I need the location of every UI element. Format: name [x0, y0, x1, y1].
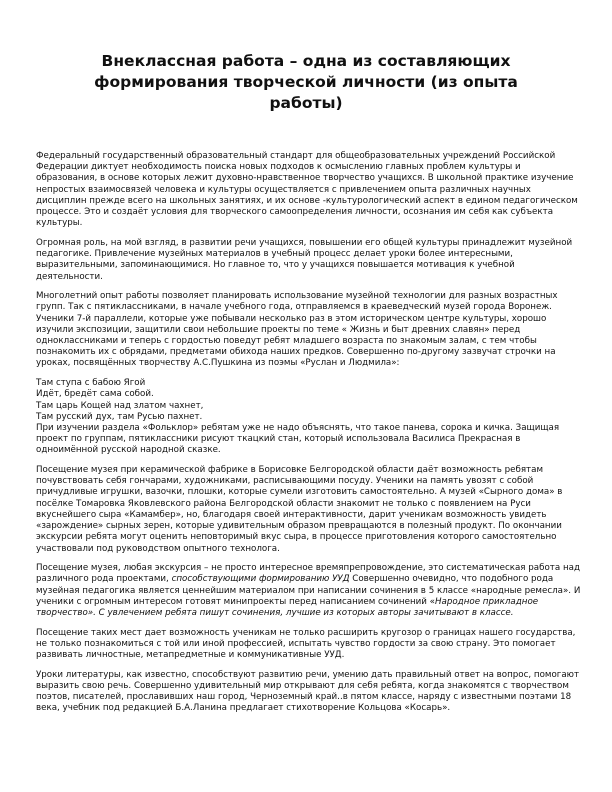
title-line: Внеклассная работа – одна из составляющих [101, 52, 511, 70]
paragraph-museum-pedagogy: Огромная роль, на мой взгляд, в развитии речи учащихся, повышении его общей культуры принадлежит музейной педагогике. Привлечение музейных материалов в учебный процесс делает уроки более интересными, выразительными, запоминающимися. Но главное то, что у учащихся повышается мотивация к учебной деятельности. [36, 237, 573, 282]
paragraph-ceramic-museum: Посещение музея при керамической фабрике в Борисовке Белгородской области даёт возможность ребятам почувствовать себя гончарами, художниками, расписывающими посуду. Ученики на память увозят с собой причудливые игрушки, вазочки, плошки, которые сумели изготовить самостоятельно. А музей «Сырного дома» в посёлке Томаровка Яковлевского района Белгородской области знакомит не только с появлением на Руси вкуснейшего сыра «Камамбер», но, благодаря своей интерактивности, дарит ученикам возможность увидеть «зарождение» сырных зерен, которые удивительным образом превращаются в полезный продукт. По окончании экскурсии ребята могут оценить неповторимый вкус сыра, в процессе приготовления которого самостоятельно участвовали под руководством опытного технолога. [36, 465, 563, 554]
paragraph-literature: Уроки литературы, как известно, способствуют развитию речи, умению дать правильный ответ на вопрос, помогают выразить свою речь. Совершенно удивительный мир открывают для себя ребята, когда знакомятся с творчеством поэтов, писателей, прославивших наш город, Черноземный край..в пятом классе, наряду с известными поэтами 18 века, учебник под редакцией Б.А.Ланина предлагает стихотворение Кольцова «Косарь». [36, 669, 580, 714]
excursion-italic: Народное прикладное творчество». С увлечением ребята пишут сочинения, лучшие из которых авторы зачитывают в классе. [36, 596, 539, 619]
excursion-text: Совершенно очевидно, что подобного рода музейная педагогика является ценнейшим материалом при написании сочинения в 5 классе «народные ремесла». И ученики с огромным интересом готовят минипроекты перед написанием сочинений « [36, 574, 581, 607]
poem-line: Идёт, бредёт сама собой. [36, 389, 154, 400]
title-line: работы) [269, 94, 343, 112]
paragraph-folklore: При изучении раздела «Фольклор» ребятам уже не надо объяснять, что такое панева, сорока и кичка. Защищая проект по группам, пятиклассники рисуют ткацкий стан, который использовала Василиса Прекрасная в одноимённой русской народной сказке. [36, 422, 560, 456]
excursion-text: Посещение музея, любая экскурсия – не просто интересное времяпрепровождение, это систематическая работа над различного рода проектами, [36, 563, 580, 585]
poem-line: Там русский дух, там Русью пахнет. [36, 411, 203, 422]
title-line: формирования творческой личности (из опыта [94, 73, 518, 91]
document-body [36, 151, 581, 723]
paragraph-fgos: Федеральный государственный образовательный стандарт для общеобразовательных учреждений Российской Федерации диктует необходимость поиска новых подходов к осмыслению главных проблем культуры и образования, в основе которых лежит духовно-нравственное творчество учащихся. В школьной практике изучение непростых взаимосвязей человека и культуры осуществляется с привлечением опыта различных научных дисциплин прежде всего на школьных занятиях, и их основе -культурологический аспект в едином педагогическом процессе. Это и создаёт условия для творческого самоопределения личности, осознания им себя как субъекта культуры. [36, 151, 578, 229]
poem-line: Там царь Кощей над златом чахнет, [36, 400, 204, 411]
poem-quote [36, 378, 581, 423]
poem-line: Там ступа с бабою Ягой [36, 378, 146, 389]
paragraph-horizons: Посещение таких мест дает возможность ученикам не только расширить кругозор о границах нашего государства, не только познакомиться с той или иной профессией, испытать чувство гордости за свою страну. Это помогает развивать личностные, метапредметные и коммуникативные УУД. [36, 627, 576, 661]
paragraph-excursion [36, 563, 581, 619]
paragraph-experience: Многолетний опыт работы позволяет планировать использование музейной технологии для разных возрастных групп. Так с пятиклассниками, в начале учебного года, отправляемся в краеведческий музей города Воронеж. Ученики 7-й параллели, которые уже побывали несколько раз в этом историческом центре культуры, хорошо изучили экспозиции, защитили свои небольшие проекты по теме « Жизнь и быт древних славян» перед одноклассниками и теперь с гордостью поведут ребят младшего возраста по знакомым залам, с тем чтобы познакомить их с обрядами, предметами обихода наших предков. Совершенно по-другому зазвучат строчки на уроках, посвящённых творчеству А.С.Пушкина из поэмы «Руслан и Людмила»: [36, 291, 558, 369]
excursion-italic: способствующими формированию УУД [171, 574, 350, 585]
document-title [60, 51, 552, 114]
